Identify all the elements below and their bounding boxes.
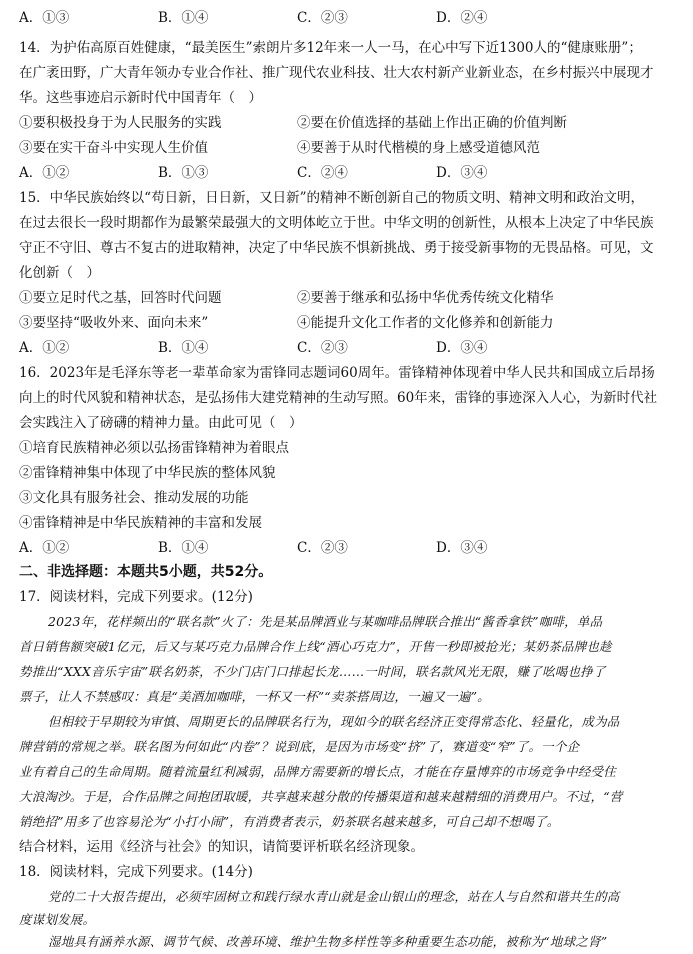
q15-option-a: A．①②: [19, 340, 70, 356]
q17-material-line: 大浪淘沙。于是，合作品牌之间抱团取暖，共享越来越分散的传播渠道和越来越精细的消费用户。不过，“营: [19, 789, 623, 804]
q14-option-a: A．①②: [19, 165, 70, 181]
q16-option-a: A．①②: [19, 540, 70, 556]
q14-stem-line: 华。这些事迹启示新时代中国青年（ ）: [19, 90, 262, 106]
q17-material-line: 2023年，花样频出的“联名款”火了：先是某品牌酒业与某咖啡品牌联合推出“酱香拿铁”咖啡，单品: [48, 614, 603, 629]
q16-option-d: D．③④: [436, 540, 488, 556]
q16-statement-4: ④雷锋精神是中华民族精神的丰富和发展: [19, 515, 262, 531]
q14-stem-line: 在广袤田野，广大青年领办专业合作社、推广现代农业科技、壮大农村新产业新业态，在乡村振兴中展现才: [19, 65, 654, 81]
q16-statement-1: ①培育民族精神必须以弘扬雷锋精神为着眼点: [19, 440, 289, 456]
q15-stem-line: 15．中华民族始终以“苟日新，日日新，又日新”的精神不断创新自己的物质文明、精神文明和政治文明，: [19, 190, 644, 206]
q14-option-c: C．②④: [297, 165, 348, 181]
option-b: B．①④: [158, 10, 209, 26]
q17-material-line: 牌营销的常规之举。联名图为何如此“内卷”？说到底，是因为市场变“挤”了，赛道变“窄”了。一个企: [19, 739, 580, 754]
q17-material-line: 首日销售额突破1亿元，后又与某巧克力品牌合作上线“酒心巧克力”，开售一秒即被抢光；某奶茶品牌也趁: [19, 639, 612, 654]
q14-option-b: B．①③: [158, 165, 209, 181]
option-d: D．②④: [436, 10, 488, 26]
q15-statement-4: ④能提升文化工作者的文化修养和创新能力: [297, 315, 554, 331]
section-heading: 二、非选择题：本题共5小题，共52分。: [19, 564, 273, 580]
q14-statement-3: ③要在实干奋斗中实现人生价值: [19, 140, 208, 156]
q15-stem-line: 守正不守旧、尊古不复古的进取精神，决定了中华民族不惧新挑战、勇于接受新事物的无畏品格。可见，文: [19, 240, 654, 256]
q15-statement-3: ③要坚持“吸收外来、面向未来”: [19, 315, 209, 331]
q17-material-line: 势推出“XXX音乐宇宙”联名奶茶，不少门店门口排起长龙……一时间，联名款风光无限，赚了吆喝也挣了: [19, 664, 606, 679]
q16-statement-3: ③文化具有服务社会、推动发展的功能: [19, 490, 249, 506]
q17-material-line: 票子，让人不禁感叹：真是“美酒加咖啡，一杯又一杯”“卖茶搭周边，一遍又一遍”。: [19, 689, 490, 704]
q16-option-c: C．②③: [297, 540, 348, 556]
q15-option-c: C．②③: [297, 340, 348, 356]
q16-stem-line: 16．2023年是毛泽东等老一辈革命家为雷锋同志题词60周年。雷锋精神体现着中华人民共和国成立后昂扬: [19, 365, 655, 381]
q18-material-line: 党的二十大报告提出，必须牢固树立和践行绿水青山就是金山银山的理念，站在人与自然和谐共生的高: [48, 889, 620, 904]
q15-statement-1: ①要立足时代之基，回答时代问题: [19, 290, 222, 306]
q17-material-line: 但相较于早期较为审慎、周期更长的品牌联名行为，现如今的联名经济正变得常态化、轻量化，成为品: [48, 714, 620, 729]
q17-material-line: 销绝招”用多了也容易沦为“小打小闹”，有消费者表示，奶茶联名越来越多，可自己却不想喝了。: [19, 814, 560, 829]
q18-material-line: 湿地具有涵养水源、调节气候、改善环境、维护生物多样性等多种重要生态功能，被称为“地球之肾”: [48, 934, 608, 949]
q15-stem-line: 在过去很长一段时期都作为最繁荣最强大的文明体屹立于世。中华文明的创新性，从根本上决定了中华民族: [19, 215, 654, 231]
q15-option-b: B．①④: [158, 340, 209, 356]
q16-option-b: B．①④: [158, 540, 209, 556]
q14-option-d: D．③④: [436, 165, 488, 181]
option-a: A．①③: [19, 10, 70, 26]
q14-statement-4: ④要善于从时代楷模的身上感受道德风范: [297, 140, 540, 156]
q14-stem-line: 14．为护佑高原百姓健康，“最美医生”索朗片多12年来一人一马，在心中写下近1300人的“健康账册”；: [19, 40, 642, 56]
q17-title: 17．阅读材料，完成下列要求。(12分): [19, 589, 253, 605]
q16-statement-2: ②雷锋精神集中体现了中华民族的整体风貌: [19, 465, 276, 481]
q18-material-line: 度谋划发展。: [19, 912, 96, 927]
q15-statement-2: ②要善于继承和弘扬中华优秀传统文化精华: [297, 290, 554, 306]
q14-statement-1: ①要积极投身于为人民服务的实践: [19, 115, 222, 131]
q17-task: 结合材料，运用《经济与社会》的知识，请简要评析联名经济现象。: [19, 839, 424, 855]
q18-title: 18．阅读材料，完成下列要求。(14分): [19, 864, 253, 880]
q16-stem-line: 会实践注入了磅礴的精神力量。由此可见（ ）: [19, 415, 303, 431]
q15-option-d: D．③④: [436, 340, 488, 356]
q15-stem-line: 化创新（ ）: [19, 265, 100, 281]
option-c: C．②③: [297, 10, 348, 26]
q14-statement-2: ②要在价值选择的基础上作出正确的价值判断: [297, 115, 567, 131]
q16-stem-line: 向上的时代风貌和精神状态，是弘扬伟大建党精神的生动写照。60年来，雷锋的事迹深入人心，为新时代社: [19, 390, 658, 406]
q17-material-line: 业有着自己的生命周期。随着流量红利减弱，品牌方需要新的增长点，才能在存量博弈的市场竞争中经受住: [19, 764, 616, 779]
